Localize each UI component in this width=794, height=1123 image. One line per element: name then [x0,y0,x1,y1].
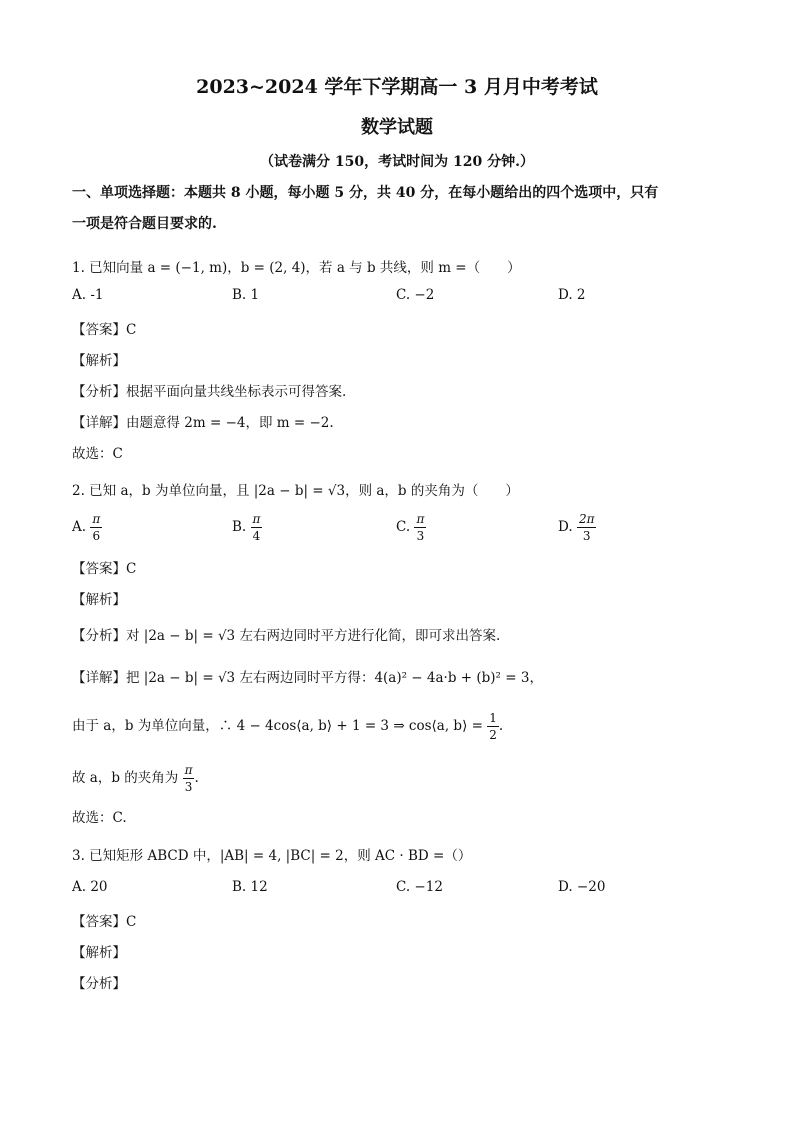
q1-option-a: A. -1 [72,287,104,303]
q2-option-b-label: B. [232,519,247,535]
q2-option-c-num: π [416,512,425,526]
q2-option-d-den: 3 [582,529,591,543]
q2-option-d-label: D. [558,519,573,535]
q2-answer: 【答案】C [72,561,137,577]
q2-option-a [72,513,102,542]
subject-title: 数学试题 [361,117,433,138]
q2-angle-text: 故 a，b 的夹角为 [72,770,179,786]
q2-because-den: 2 [489,728,497,742]
q2-because-num: 1 [489,711,497,725]
q2-option-c-den: 3 [416,529,425,543]
q3-option-c: C. −12 [396,879,443,895]
q2-angle-den: 3 [184,780,193,794]
q2-analysis-tag: 【解析】 [72,592,126,608]
section-heading-line1: 一、单项选择题：本题共 8 小题，每小题 5 分，共 40 分，在每小题给出的四个选项中，只有 [72,185,659,201]
q2-fenxi: 【分析】对 |2a − b| = √3 左右两边同时平方进行化简，即可求出答案. [72,628,501,644]
q3-option-d: D. −20 [558,879,606,895]
q2-because-text: 由于 a，b 为单位向量，∴ 4 − 4cos⟨a, b⟩ + 1 = 3 ⇒ cos⟨a, b⟩ = [72,718,483,734]
q1-option-b: B. 1 [232,287,260,303]
q2-option-a-label: A. [72,519,87,535]
q1-option-c: C. −2 [396,287,435,303]
q3-option-b: B. 12 [232,879,268,895]
q1-stem: 1. 已知向量 a = (−1, m)，b = (2, 4)，若 a 与 b 共线，则 m =（ ） [72,260,521,276]
q2-because: 由于 a，b 为单位向量，∴ 4 − 4cos⟨a, b⟩ + 1 = 3 ⇒ cos⟨a, b⟩ = $\frac{1}{2}$ . [72,711,504,742]
section-heading-line2: 一项是符合题目要求的. [72,216,217,232]
q2-stem: 2. 已知 a，b 为单位向量，且 |2a − b| = √3，则 a，b 的夹角为（ ） [72,483,519,499]
q2-because-fraction [487,712,499,741]
q2-option-d-num: 2π [578,512,595,526]
q2-angle-fraction [183,764,195,793]
q1-answer: 【答案】C [72,322,137,338]
q2-option-b-fraction [251,513,263,542]
q2-option-b-den: 4 [252,529,261,543]
q1-analysis-tag: 【解析】 [72,353,126,369]
q1-fenxi: 【分析】根据平面向量共线坐标表示可得答案. [72,384,347,400]
q2-option-a-num: π [92,512,101,526]
q3-answer: 【答案】C [72,914,137,930]
q1-detail: 【详解】由题意得 2m = −4，即 m = −2. [72,415,334,431]
q2-angle-num: π [184,763,193,777]
q2-option-c [396,513,426,542]
q2-option-d [558,513,596,542]
q2-option-a-den: 6 [92,529,101,543]
q1-option-d: D. 2 [558,287,586,303]
exam-note: （试卷满分 150，考试时间为 120 分钟.） [260,154,534,170]
q2-angle: 故 a，b 的夹角为 $\frac{\pi}{3}$ . [72,763,199,794]
q2-option-d-fraction [577,513,597,542]
q2-choice: 故选：C. [72,810,127,826]
q2-option-b-num: π [252,512,261,526]
q2-option-a-fraction [90,513,102,542]
q2-option-c-label: C. [396,519,411,535]
q2-option-b [232,513,262,542]
q2-option-c-fraction [414,513,426,542]
q3-analysis-tag: 【解析】 [72,945,126,961]
q3-stem: 3. 已知矩形 ABCD 中，|AB| = 4, |BC| = 2，则 AC · BD =（） [72,848,472,864]
q1-choice: 故选：C [72,446,123,462]
q3-fenxi: 【分析】 [72,976,126,992]
q3-option-a: A. 20 [72,879,108,895]
exam-title: 2023~2024 学年下学期高一 3 月月中考考试 [196,76,598,98]
q2-detail: 【详解】把 |2a − b| = √3 左右两边同时平方得：4(a)² − 4a·b + (b)² = 3， [72,670,543,686]
